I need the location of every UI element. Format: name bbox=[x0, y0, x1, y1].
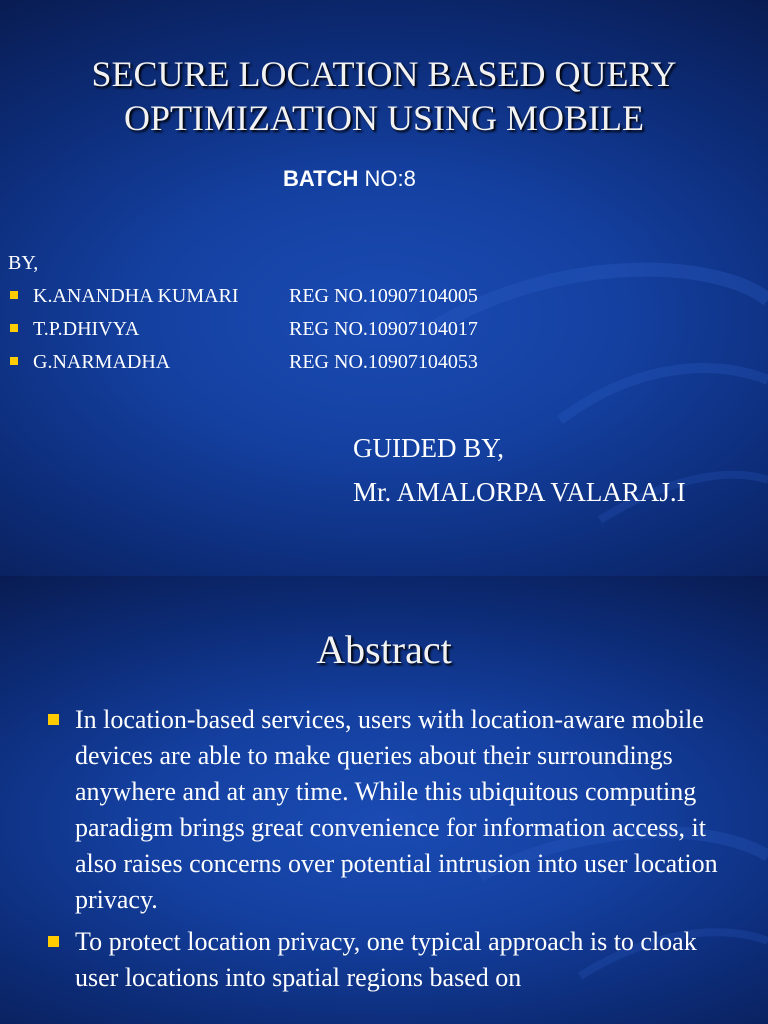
abstract-points bbox=[44, 702, 744, 1002]
abstract-slide bbox=[0, 576, 768, 1024]
square-bullet-icon bbox=[10, 357, 18, 365]
member-name: G.NARMADHA bbox=[33, 351, 171, 373]
title-line-2: OPTIMIZATION USING MOBILE bbox=[124, 98, 644, 138]
abstract-point bbox=[44, 702, 744, 918]
abstract-title: Abstract bbox=[316, 627, 452, 672]
abstract-point bbox=[44, 924, 744, 996]
square-bullet-icon bbox=[10, 291, 18, 299]
member-reg: REG NO.10907104017 bbox=[289, 318, 478, 340]
square-bullet-icon bbox=[10, 324, 18, 332]
batch-number bbox=[283, 166, 416, 192]
abstract-point-text: In location-based services, users with location-aware mobile devices are able to make queries about their surroundings anywhere and at any time. While this ubiquitous computing paradigm brings great convenience for information access, it also raises concerns over potential intrusion into user location privacy. bbox=[75, 705, 718, 914]
title-line-1: SECURE LOCATION BASED QUERY bbox=[91, 54, 677, 94]
slide-title bbox=[0, 52, 768, 140]
guided-by-label: GUIDED BY, bbox=[353, 433, 505, 463]
square-bullet-icon bbox=[48, 714, 59, 725]
member-name: K.ANANDHA KUMARI bbox=[33, 285, 239, 307]
guide-name: Mr. AMALORPA VALARAJ.I bbox=[353, 477, 686, 507]
abstract-point-text: To protect location privacy, one typical approach is to cloak user locations into spatial regions based on bbox=[75, 927, 697, 992]
by-label: BY, bbox=[8, 252, 39, 274]
batch-value: NO:8 bbox=[358, 166, 416, 191]
square-bullet-icon bbox=[48, 936, 59, 947]
batch-label: BATCH bbox=[283, 166, 359, 191]
member-reg: REG NO.10907104005 bbox=[289, 285, 478, 307]
member-name: T.P.DHIVYA bbox=[33, 318, 140, 340]
guide-block bbox=[353, 426, 686, 514]
member-reg: REG NO.10907104053 bbox=[289, 351, 478, 373]
